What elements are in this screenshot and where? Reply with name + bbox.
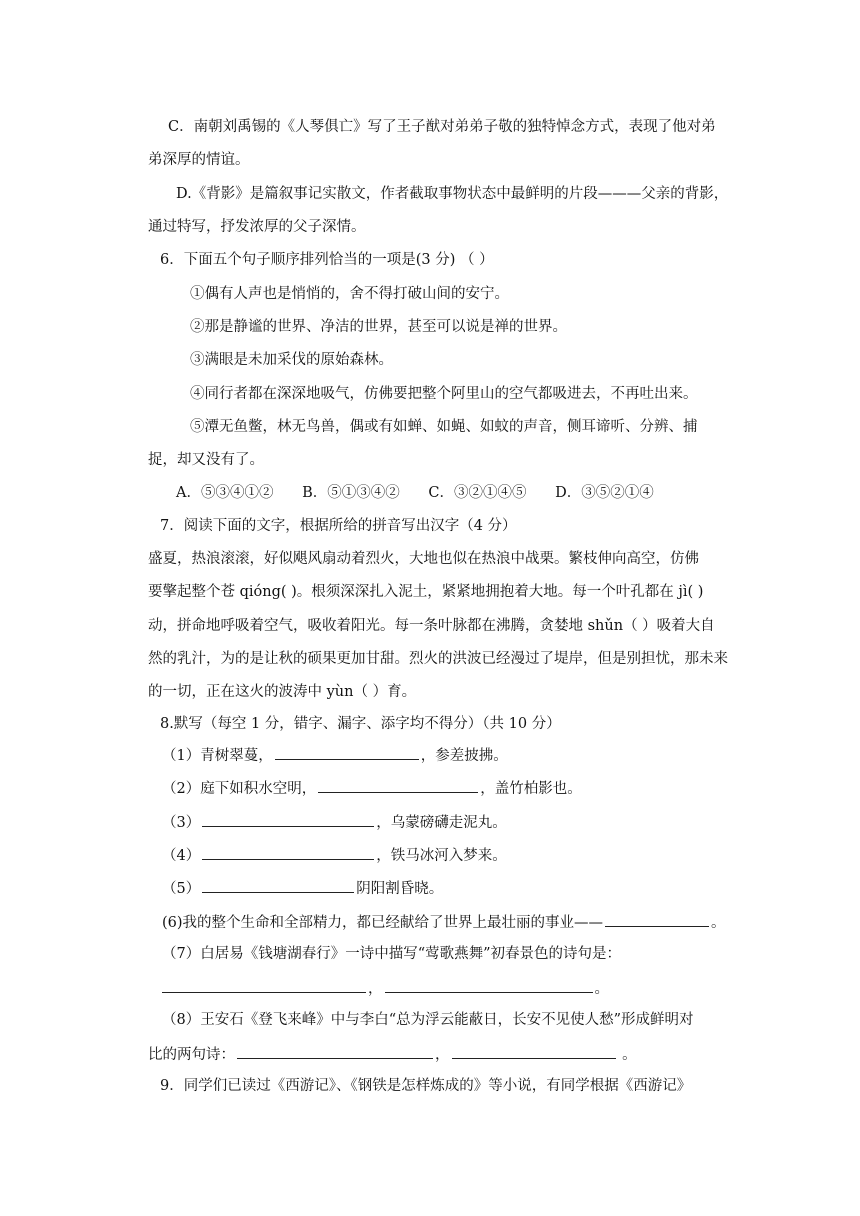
option-a: A．⑤③④①② [176, 485, 274, 501]
question-9: 9．同学们已读过《西游记》、《钢铁是怎样炼成的》等小说，有同学根据《西游记》 [160, 1078, 692, 1094]
passage-line-5: 的一切，正在这火的波涛中 yùn（ ）育。 [148, 684, 417, 700]
question-6: 6．下面五个句子顺序排列恰当的一项是(3 分) （ ） [160, 252, 494, 268]
fill-1-prefix: （1）青树翠蔓， [162, 748, 273, 764]
option-d: D．③⑤②①④ [555, 485, 654, 501]
fill-6 [162, 911, 726, 933]
fill-5-suffix: 阴阳割昏晓。 [356, 881, 444, 897]
passage-line-1: 盛夏，热浪滚滚，好似飓风扇动着烈火，大地也似在热浪中战栗。繁枝伸向高空，仿佛 [148, 551, 699, 567]
answer-blank[interactable] [275, 744, 419, 760]
fill-2-suffix: ，盖竹柏影也。 [480, 781, 582, 797]
sentence-5-line-1: ⑤潭无鱼鳖，林无鸟兽，偶或有如蝉、如蝇、如蚊的声音，侧耳谛听、分辨、捕 [190, 419, 698, 435]
answer-blank[interactable] [385, 977, 593, 993]
fill-7-end: 。 [594, 981, 609, 997]
fill-6-prefix: (6)我的整个生命和全部精力，都已经献给了世界上最壮丽的事业—— [162, 915, 604, 931]
option-d-line-2: 通过特写，抒发浓厚的父子深情。 [148, 219, 366, 235]
answer-blank[interactable] [202, 844, 374, 860]
passage-line-3: 动，拼命地呼吸着空气，吸收着阳光。每一条叶脉都在沸腾，贪婪地 shǔn（ ）吸着大自 [148, 618, 715, 634]
passage-line-2: 要擎起整个苍 qióng( )。根须深深扎入泥土，紧紧地拥抱着大地。每一个叶孔都在 jì( ) [148, 584, 704, 600]
answer-blank[interactable] [162, 977, 366, 993]
sentence-4: ④同行者都在深深地吸气，仿佛要把整个阿里山的空气都吸进去，不再吐出来。 [190, 386, 698, 402]
option-d-line-1: D.《背影》是篇叙事记实散文，作者截取事物状态中最鲜明的片段———父亲的背影， [176, 186, 729, 202]
answer-blank[interactable] [202, 877, 354, 893]
fill-7-separator: ， [368, 981, 383, 997]
sentence-1: ①偶有人声也是悄悄的，舍不得打破山间的安宁。 [190, 286, 509, 302]
sentence-3: ③满眼是未加采伐的原始森林。 [190, 352, 393, 368]
answer-blank[interactable] [452, 1043, 616, 1059]
fill-8-end: 。 [617, 1047, 637, 1063]
fill-6-suffix: 。 [711, 915, 726, 931]
fill-2-prefix: （2）庭下如积水空明， [162, 781, 317, 797]
fill-1-suffix: ，参差披拂。 [420, 748, 508, 764]
fill-4 [162, 844, 507, 866]
fill-1 [162, 744, 508, 766]
fill-2 [162, 777, 582, 799]
fill-5 [162, 877, 443, 899]
fill-8-prefix: 比的两句诗： [148, 1047, 235, 1063]
fill-8-answer-line [148, 1043, 637, 1065]
option-c-line-1: C．南朝刘禹锡的《人琴俱亡》写了王子猷对弟弟子敬的独特悼念方式，表现了他对弟 [168, 119, 716, 135]
answer-blank[interactable] [202, 811, 374, 827]
answer-blank[interactable] [318, 777, 478, 793]
passage-line-4: 然的乳汁，为的是让秋的硕果更加甘甜。烈火的洪波已经漫过了堤岸，但是别担忧，那未来 [148, 651, 728, 667]
answer-blank[interactable] [237, 1043, 433, 1059]
fill-3-prefix: （3） [162, 815, 201, 831]
question-7: 7．阅读下面的文字，根据所给的拼音写出汉字（4 分） [160, 518, 517, 534]
fill-4-prefix: （4） [162, 848, 201, 864]
fill-7-prompt: （7）白居易《钱塘湖春行》一诗中描写“莺歌燕舞”初春景色的诗句是： [162, 946, 622, 962]
answer-blank[interactable] [605, 911, 709, 927]
fill-3 [162, 811, 507, 833]
fill-7-answer-line [160, 977, 609, 999]
option-c: C．③②①④⑤ [428, 485, 527, 501]
answer-options [176, 483, 678, 503]
sentence-5-line-2: 捉，却又没有了。 [148, 452, 264, 468]
sentence-2: ②那是静谧的世界、净洁的世界，甚至可以说是禅的世界。 [190, 319, 567, 335]
option-b: B．⑤①③④② [302, 485, 400, 501]
fill-4-suffix: ，铁马冰河入梦来。 [376, 848, 507, 864]
question-8: 8.默写（每空 1 分，错字、漏字、添字均不得分）（共 10 分） [160, 716, 561, 732]
fill-8-prompt: （8）王安石《登飞来峰》中与李白“总为浮云能蔽日，长安不见使人愁”形成鲜明对 [162, 1012, 694, 1028]
fill-3-suffix: ，乌蒙磅礴走泥丸。 [376, 815, 507, 831]
fill-5-prefix: （5） [162, 881, 201, 897]
option-c-line-2: 弟深厚的情谊。 [148, 152, 250, 168]
fill-8-separator: ， [435, 1047, 450, 1063]
